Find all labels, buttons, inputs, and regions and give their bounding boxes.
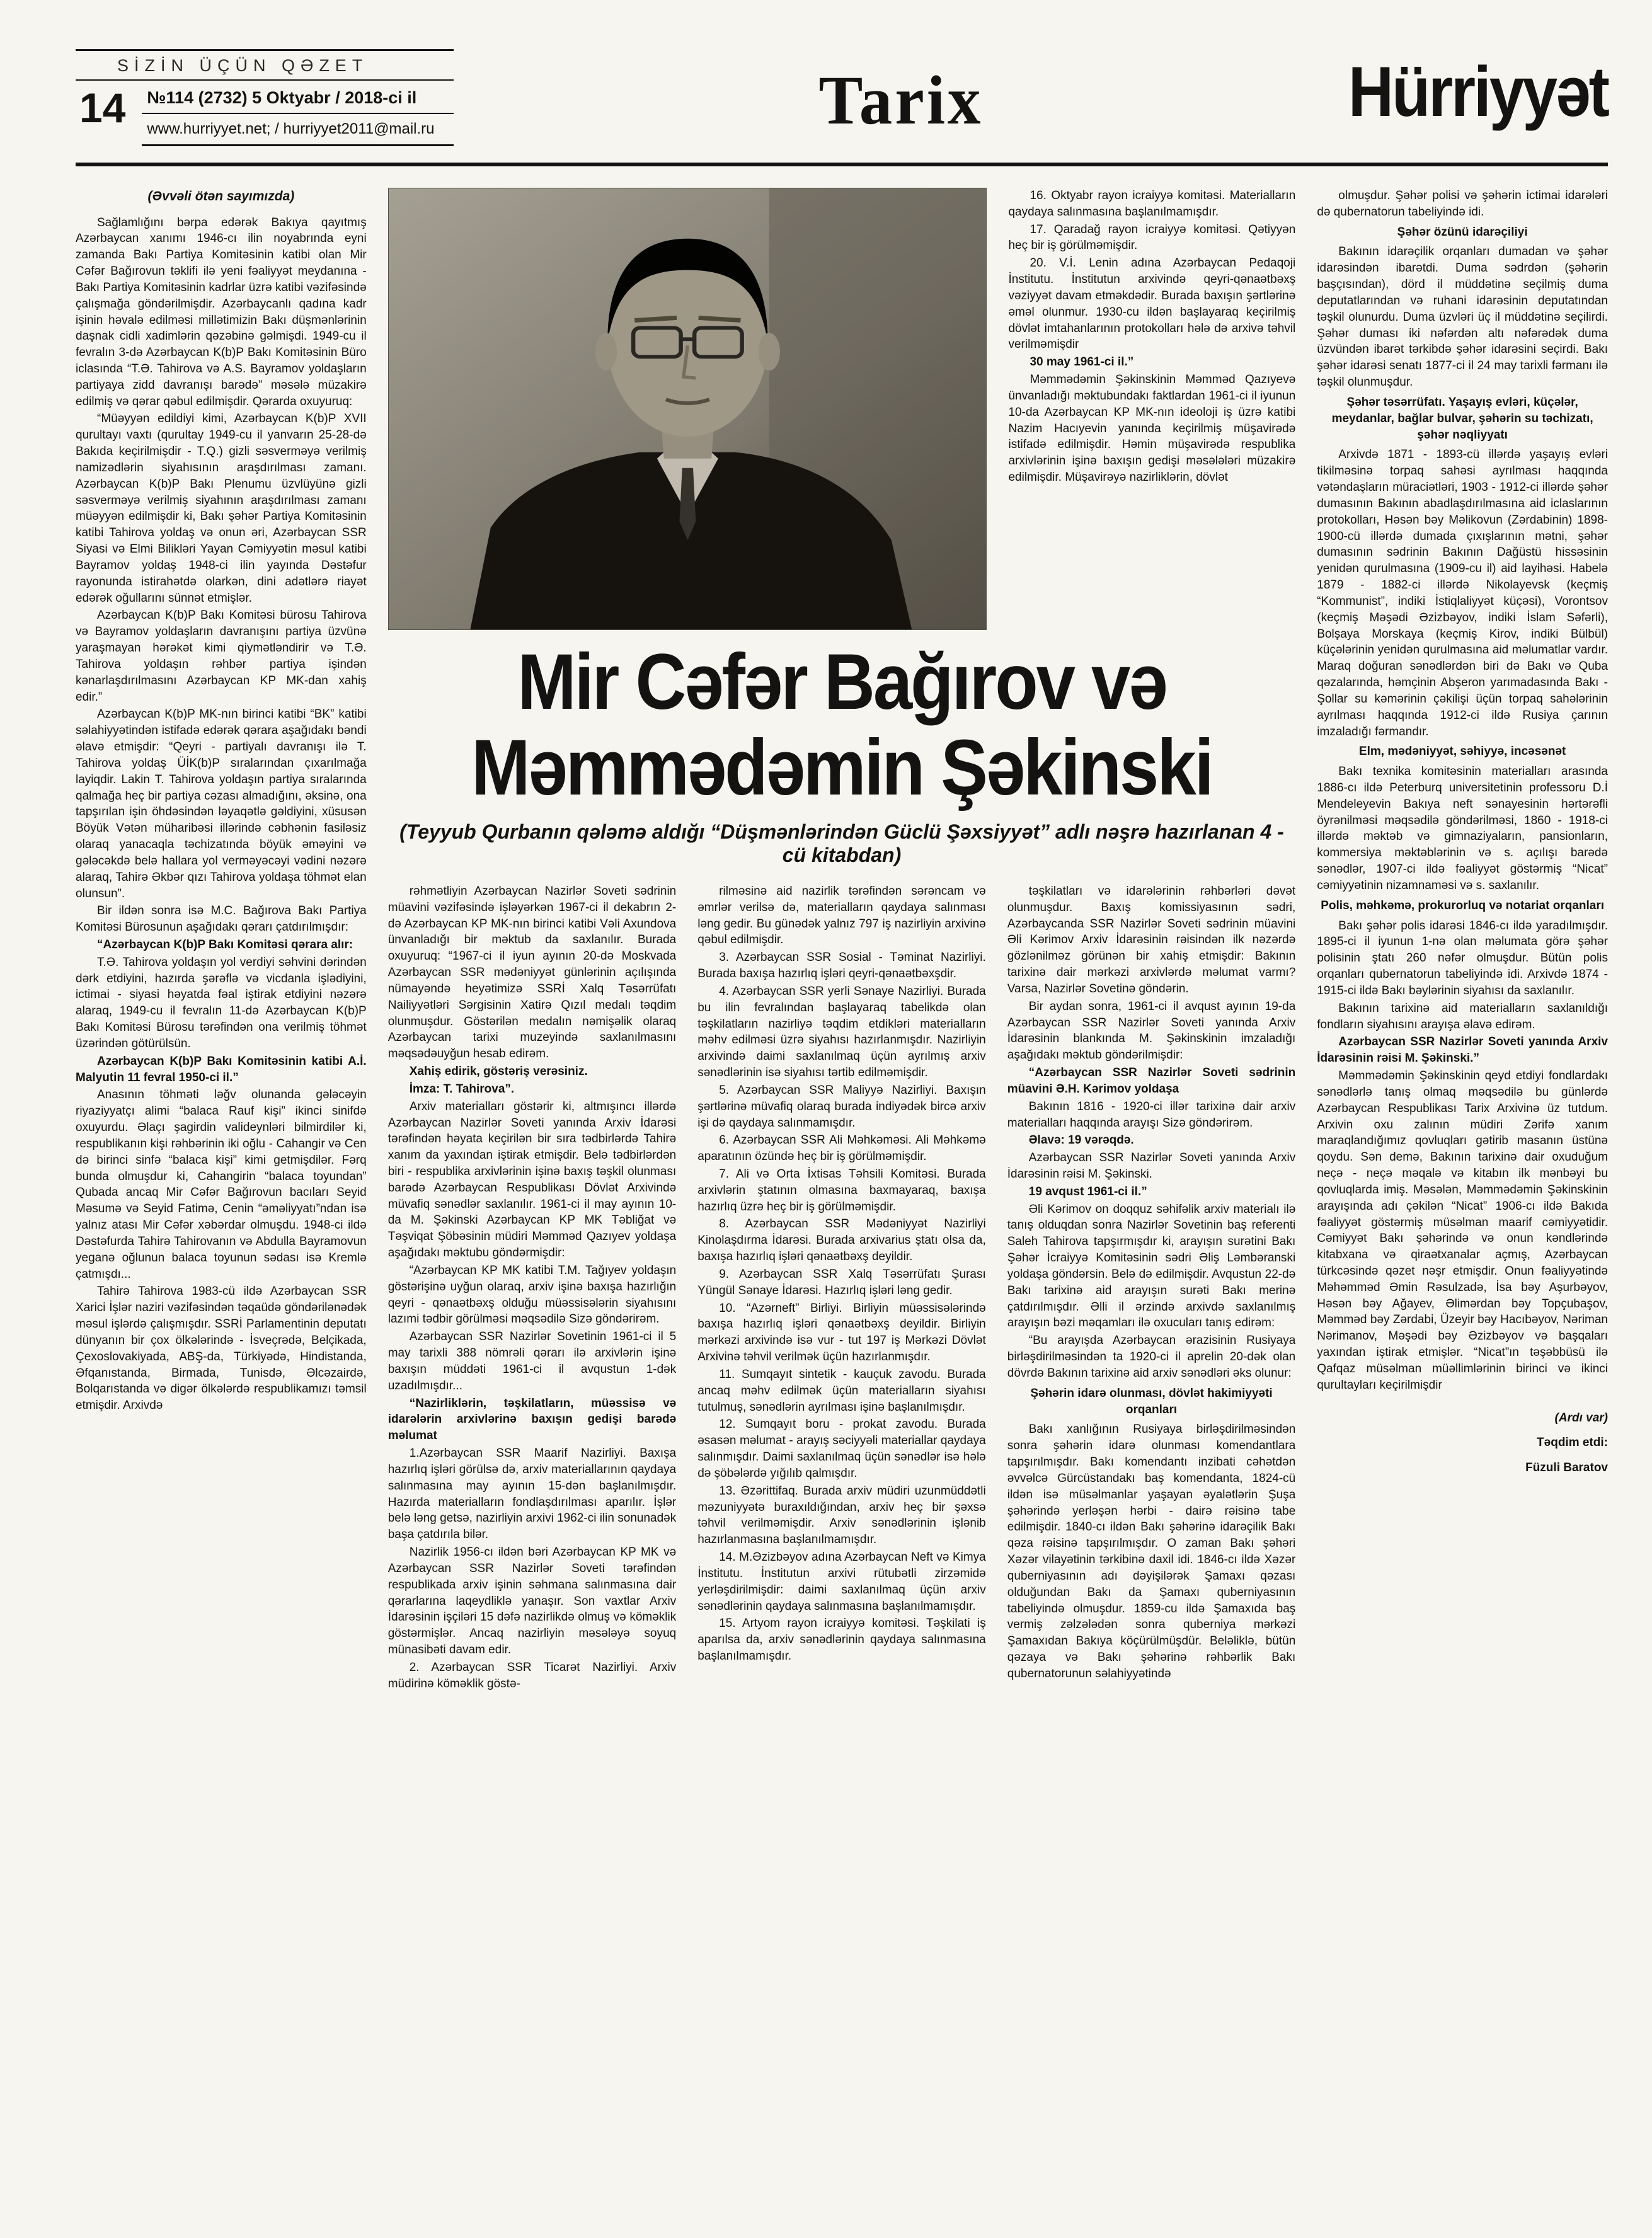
article-paragraph: rəhmətliyin Azərbaycan Nazirlər Soveti sədrinin müavini vəzifəsində işləyərkən 1967-ci il dekabrın 2-də Azərbaycan KP MK-nın birinci katibi Vəli Axundova ünvanladığı bir məktub da saxlanılır. Burada oxuyuruq: “1967-ci il iyun ayının 20-də Moskvada Azərbaycan SSR mədəniyyət günlərinin açılışında nümayəndə heyətimizə SSRİ Xalq Təsərrüfatı Nailiyyətləri Sərgisinin Xatirə Qızıl medalı təqdim olunmuşdur. Göstərilən medalın nəmişəlik olaraq Azərbaycan tarixi muzeyində saxlanılmasını məqsədəuyğun hesab edirəm. — [387, 884, 677, 1061]
article-paragraph: Xahiş edirik, göstəriş verəsiniz. — [409, 1065, 588, 1079]
article-paragraph: Bakı xanlığının Rusiyaya birləşdirilməsindən sonra şəhərin idarə olunması komendantlara tapşırılmışdır. Bakı komendantı inzibati cəhətdən əvvəlcə Gürcüstandakı baş komendanta, 1824-cü ildən isə müsəlmanlar yaşayan əyalətlərin Şuşa şəhərində yerləşən hərbi - dairə rəisinə tabe edilmişdir. 1840-cı ildən Bakı şəhərinə idarəçilik Bakı qəza rəisinə tapşırılmışdır. O zaman Bakı şəhəri Xəzər vilayətinin tərkibinə daxil idi. 1846-cı ildə Xəzər quberniyasının adı dəyişilərək Şamaxı qəzası olduğundan Bakı da Şamaxı quberniyasının tabeliyində olmuşdur. 1859-cu ildə Şamaxıda baş vermiş zəlzələdən sonra quberniya mərkəzi Şamaxıdan Bakıya köçürülmüşdür. Beləliklə, bütün qəzaya və Bakı şəhərinə rəhbərlik Bakı qubernatorunun səlahiyyətində — [1007, 1423, 1296, 1680]
article-headline — [388, 640, 1296, 810]
feature-block — [388, 188, 1296, 2135]
article-paragraph: Şəhər özünü idarəçiliyi — [1397, 225, 1528, 239]
article-paragraph: 3. Azərbaycan SSR Sosial - Təminat Nazirliyi. Burada baxışa hazırlıq işləri qeyri-qənaətbəxşdir. — [697, 951, 986, 981]
article-paragraph: Füzuli Baratov — [1525, 1461, 1608, 1475]
article-paragraph: 4. Azərbaycan SSR yerli Sənaye Nazirliyi. Burada bu ilin fevralından başlayaraq tabelikdə olan təşkilatların nazirliyə təqdim etdikləri materialların məhv edilməsi üzrə siyahısı hazırlanmışdır. Nazirliyin arxivində daimi saxlanılmaq üçün ayrılmış arxiv sənədlərinin isə siyahısı tərtib edilməmişdir. — [697, 984, 986, 1080]
article-paragraph: 19 avqust 1961-ci il.” — [1028, 1185, 1147, 1198]
article-paragraph: “Azərbaycan KP MK katibi T.M. Tağıyev yoldaşın göstərişinə uyğun olaraq, arxiv işinə baxışa hazırlığın qeyri - qənaətbəxş olduğu müəssisələrin siyahısını lazımi tədbir görülməsi məqsədilə Sizə göndərirəm. — [387, 1263, 677, 1326]
article-paragraph: Azərbaycan SSR Nazirlər Soveti yanında Arxiv İdarəsinin rəisi M. Şəkinski.” — [1317, 1035, 1608, 1065]
article-paragraph: (Ardı var) — [1554, 1411, 1608, 1425]
article-paragraph: 8. Azərbaycan SSR Mədəniyyət Nazirliyi Kinolaşdırma İdarəsi. Burada arxivarius ştatı olsa da, baxışa hazırlıq işləri qənaətbəxş deyildir. — [697, 1217, 986, 1264]
article-paragraph: Azərbaycan K(b)P MK-nın birinci katibi “BK” katibi səlahiyyətindən istifadə edərək qərara aşağıdakı bəndi əlavə etmişdir: “Qeyri - partiyalı davranışı ilə T. Tahirova yoldaş ÜİK(b)P sıralarından çıxarılmağa layiqdir. Lakin T. Tahirova yoldaşın partiya sıralarında qalmağa heç bir partiya cəzası almadığını, əksinə, ona tapşırılan işin öhdəsindən ləyaqətlə gəldiyini, xüsusən Böyük Vətən müharibəsi illərində cəbhənin fasiləsiz olaraq yanacaqla təchizatında böyük əməyini və gələcəkdə belə hallara yol verməyəcəyi vədini nəzərə alaraq, Tahirə Əkbər qızı Tahirova yoldaşa töhmət elan olunsun”. — [76, 708, 367, 900]
website-email: www.hurriyyet.net; / hurriyyet2011@mail.ru — [142, 114, 454, 146]
article-paragraph: Əlavə: 19 vərəqdə. — [1028, 1133, 1134, 1147]
article-paragraph: Təqdim etdi: — [1537, 1436, 1608, 1450]
article-paragraph: Məmmədəmin Şəkinskinin qeyd etdiyi fondlardakı sənədlərlə tanış olmaq məqsədilə bu günlərdə Azərbaycan Respublikası Tarix Arxivinə üz tutdum. Arxivin oxu zalının müdiri Zərifə xanım maraqlandığımız qovluqları gətirib masanın üstünə qoydu. Sən demə, Bakının tarixinə dair oxuduğum neçə - neçə məqalə və kitabın ilk mənbəyi bu qovluqlarda imiş. Məsələn, Məmmədəmin Şəkinskinin arayışında adı çəkilən “Nicat” 1906-cı ildə Bakıda fəaliyyət göstərmiş müsəlman maarif cəmiyyətidir. Cəmiyyət Bakı şəhərində və onun kəndlərində kitabxana və qiraətxanalar açmış, Azərbaycan türkcəsində qəzet nəşr etmişdir. Onun fəaliyyətində Məhəmməd Əmin Rəsulzadə, İsa bəy Aşurbəyov, Həsən bəy Ağayev, Əlimərdan bəy Topçubaşov, Məmməd bəy Zərdabi, Üzeyir bəy Hacıbəyov, Nəriman Nərimanov, Məşədi bəy Əzizbəyov və başqaları yaxından iştirak etmişlər. “Nicat”ın təşəbbüsü ilə Qafqaz müsəlman müəllimlərinin birinci və ikinci qurultayları keçirilmişdir — [1317, 1069, 1608, 1392]
newspaper-brand: Hürriyyət — [1348, 52, 1608, 132]
article-subtitle: (Teyyub Qurbanın qələmə aldığı “Düşmənlərindən Güclü Şəxsiyyət” adlı nəşrə hazırlanan 4 - cü kitabdan) — [399, 820, 1284, 866]
article-paragraph: təşkilatları və idarələrinin rəhbərləri dəvət olunmuşdur. Baxış komissiyasının sədri, Azərbaycanda SSR Nazirlər Soveti sədrinin müavini Əli Kərimov Arxiv İdarəsinin rəisindən ilk nəzərdə gözlənilməz görünən bir xahiş etmişdir: Bakının tarixinə dair mərkəzi arxivlərdə məlumat varmı? Varsa, Nazirlər Sovetinə göndərin. — [1007, 884, 1296, 996]
article-paragraph: Bakı texnika komitəsinin materialları arasında 1886-cı ildə Peterburq universitetinin professoru D.İ Mendeleyevin Bakıya neft sənayesinin hərtərəfli öyrənilməsi məqsədilə göndərilməsi, 1860 - 1918-ci illərdə məktəb və gimnaziyaların, pansionların, kommersiya məktəblərinin və s. açılışı barədə sənədlər, 1907-ci ildə fəaliyyət göstərmiş “Nicat” cəmiyyətinin nizamnaməsi və s. saxlanılır. — [1317, 765, 1608, 892]
article-paragraph: T.Ə. Tahirova yoldaşın yol verdiyi səhvini dərindən dərk etdiyini, hazırda şərəflə və vicdanla işlədiyini, ictimai - siyasi həyatda fəal iştirak etdiyini nəzərə alaraq, 1949-cu il fevralın 11-də Azərbaycan K(b)P Bakı Komitəsi Bürosu tərəfindən ona verilmiş töhmət üzərindən götürülsün. — [76, 955, 367, 1050]
issue-info: №114 (2732) 5 Oktyabr / 2018-ci il — [142, 81, 454, 114]
article-paragraph: Bir ildən sonra isə M.C. Bağırova Bakı Partiya Komitəsi Bürosunun aşağıdakı qərarı çatdırılmışdır: — [76, 904, 367, 934]
article-paragraph: 5. Azərbaycan SSR Maliyyə Nazirliyi. Baxışın şərtlərinə müvafiq olaraq burada indiyədək bircə arxiv işi də qaydaya salınmamışdır. — [697, 1083, 986, 1130]
article-paragraph: Nazirlik 1956-cı ildən bəri Azərbaycan KP MK və Azərbaycan SSR Nazirlər Soveti tərəfindən respublikada arxiv işinin səhmana salınmasına dair qərarlarına laqeydliklə yanaşır. Son vaxtlar Arxiv İdarəsinin işçiləri 15 dəfə nazirlikdə olmuş və köməklik göstərmişlər. Ancaq nazirliyin məsələyə soyuq münasibəti davam edir. — [387, 1546, 677, 1656]
article-paragraph: Əli Kərimov on doqquz səhifəlik arxiv materialı ilə tanış olduqdan sonra Nazirlər Sovetinin baş referenti Saleh Tahirova tapşırmışdır ki, arayışın surətini Bakı Şəhər İcraiyyə Komitəsinin sədri Əliş Ləmbəranski yoldaşa göndərsin. Belə də edilmişdir. Avqustun 22-də Bakı tarixinə aid arayışın surəti Bakı merinə çatdırılmışdır. Əlli il ərzində arxivdə saxlanılmış arayışın bəzi məqamları ilə oxucuları tanış edirəm: — [1007, 1202, 1296, 1330]
article-paragraph: olmuşdur. Şəhər polisi və şəhərin ictimai idarələri də qubernatorun tabeliyində idi. — [1317, 189, 1608, 219]
headline-line-2: Məmmədəmin Şəkinski — [471, 723, 1212, 812]
article-paragraph: 16. Oktyabr rayon icraiyyə komitəsi. Materialların qaydaya salınmasına başlanılmamışdır. — [1008, 189, 1296, 219]
text-column-4-upper — [1008, 188, 1295, 630]
article-paragraph: Polis, məhkəmə, prokurorluq və notariat orqanları — [1321, 898, 1605, 912]
article-paragraph: 13. Əzərittifaq. Burada arxiv müdiri uzunmüddətli məzuniyyətə buraxıldığından, arxiv heç bir şəxsə təhvil verilməmişdir. Arxiv sənədlərinin işlənib hazırlanmasına başlanılmamışdır. — [697, 1484, 986, 1547]
section-title: Tarix — [818, 61, 984, 139]
article-paragraph: 12. Sumqayıt boru - prokat zavodu. Burada əsasən məlumat - arayış səciyyəli materiallar qaydaya salınmışdır. Daimi saxlanılmaq üçün sənədlər isə hələ də şöbələrdə yığılıb qalmışdır. — [697, 1418, 986, 1480]
article-paragraph: Azərbaycan K(b)P Bakı Komitəsinin katibi A.İ. Malyutin 11 fevral 1950-ci il.” — [76, 1054, 367, 1084]
article-paragraph: “Müəyyən edildiyi kimi, Azərbaycan K(b)P XVII qurultayı vaxtı (qurultay 1949-cu il yanvarın 25-28-də Bakıda keçirilmişdir - T.Q.) gizli səsverməyə verilmiş namizədlərin siyahısının araşdırılması zamanı. Azərbaycan K(b)P Bakı Plenumu üzvlüyünə gizli səsverməyə verilmiş siyahının araşdırılması zamanı müəyyən edilmişdir ki, Bakı şəhər Partiya Komitəsinin katibi Tahirova yoldaş və onun əri, Azərbaycan SSR Siyasi və Elmi Bilikləri Yayan Cəmiyyətin məsul katibi Bayramov yoldaş 1948-ci ilin yayında Dəstəfur rayonunda istirahətdə olarkən, dini adətlərə riayət edərək oğullarını sünnət etmişlər. — [76, 412, 367, 605]
article-paragraph: 2. Azərbaycan SSR Ticarət Nazirliyi. Arxiv müdirinə köməklik göstə- — [387, 1660, 677, 1690]
article-paragraph: “Azərbaycan SSR Nazirlər Soveti sədrinin müavini Ə.H. Kərimov yoldaşa — [1007, 1066, 1296, 1096]
article-paragraph: rilməsinə aid nazirlik tərəfindən sərəncam və əmrlər verilsə də, materialların qaydaya salınması ləng gedir. Bu günədək yalnız 797 iş nazirliyin arxivinə qəbul edilmişdir. — [697, 884, 986, 947]
article-paragraph: Məmmədəmin Şəkinskinin Məmməd Qazıyevə ünvanladığı məktubundakı faktlardan 1961-ci il iyunun 10-da Azərbaycan KP MK-nın ideoloji iş üzrə katibi Nazim Hacıyevin yanında keçirilmiş müşavirədə istifadə edilmişdir. Həmin müşavirədə respublika arxivlərinin işinə baxışın gedişi məsələləri müzakirə edilmişdir. Müşavirəyə nazirliklərin, dövlət — [1008, 373, 1296, 485]
article-paragraph: “Nazirliklərin, təşkilatların, müəssisə və idarələrin arxivlərinə baxışın gedişi barədə məlumat — [387, 1396, 677, 1443]
article-paragraph: Bakının tarixinə aid materialların saxlanıldığı fondların siyahısını arayışa əlavə edirəm. — [1317, 1001, 1608, 1031]
masthead — [76, 49, 1608, 166]
page-number: 14 — [79, 84, 126, 131]
article-paragraph: 7. Ali və Orta İxtisas Təhsili Komitəsi. Burada arxivlərin ştatının olmasına baxmayaraq, baxışa hazırlıq üzrə heç bir iş görülməmişdir. — [697, 1167, 986, 1214]
article-paragraph: Arxiv materialları göstərir ki, altmışıncı illərdə Azərbaycan Nazirlər Soveti yanında Arxiv İdarəsi tərəfindən həyata keçirilən bir sıra tədbirlərdə Tahirə xanım da yaxından iştirak etmişdir. Belə tədbirlərdən biri - respublika arxivlərinin işinə baxış təşkil olunması barədə Azərbaycan Respublikası Dövlət Arxivində müvafiq sənədlər saxlanılır. 1961-ci il may ayının 10-da M. Şəkinski Azərbaycan KP MK Təbliğat və Təşviqat Şöbəsinin müdiri Məmməd Qazıyev yoldaşa aşağıdakı məktubu göndərmişdir: — [387, 1099, 677, 1260]
article-paragraph: 30 may 1961-ci il.” — [1030, 355, 1134, 369]
article-paragraph: “Bu arayışda Azərbaycan ərazisinin Rusiyaya birləşdirilməsindən ta 1920-ci il aprelin 20-dək olan dövrdə Bakının tarixinə aid arxiv sənədləri əks olunur: — [1007, 1334, 1296, 1380]
article-paragraph: Bakının 1816 - 1920-ci illər tarixinə dair arxiv materialları haqqında arayışı Sizə göndərirəm. — [1007, 1099, 1296, 1130]
article-paragraph: Azərbaycan SSR Nazirlər Sovetinin 1961-ci il 5 may tarixli 388 nömrəli qərarı ilə arxivlərin işinə baxışın müddəti 1961-ci il avqustun 1-dək uzadılmışdır... — [387, 1330, 677, 1392]
article-paragraph: Bakı şəhər polis idarəsi 1846-cı ildə yaradılmışdır. 1895-ci il iyunun 1-nə olan məlumata görə şəhər polisinin ştatı 260 nəfər olmuşdur. Bütün polis orqanları qubernatorun tabeliyində idi. Arxivdə 1874 - 1915-ci ildə Bakı bəylərinin siyahısı da saxlanılır. — [1317, 919, 1608, 997]
text-column-5 — [1317, 188, 1608, 2135]
article-paragraph: 6. Azərbaycan SSR Ali Məhkəməsi. Ali Məhkəmə aparatının özündə heç bir iş görülməmişdir. — [697, 1133, 986, 1164]
article-paragraph: 20. V.İ. Lenin adına Azərbaycan Pedaqoji İnstitutu. İnstitutun arxivində qeyri-qənaətbəxş vəziyyət davam etməkdədir. Burada baxışın şərtlərinə əməl olunmur. 1930-cu ildən başlayaraq keçirilmiş dövlət imtahanlarının protokolları hələ də arxivə təhvil verilməmişdir — [1008, 256, 1296, 352]
article-paragraph: Elm, mədəniyyət, səhiyyə, incəsənət — [1358, 745, 1566, 759]
article-paragraph: Anasının töhməti ləğv olunanda gələcəyin riyaziyyatçı alimi “balaca Rauf kişi” ikinci sinifdə oxuyurdu. Əlaçı şagirdin valideynləri bilmirdilər ki, respublikanın kişi rəhbərinin iki oğlu - Cahangir və Cen də birinci sinfə “balaca kişi” kimi getmişdilər. Fərq bunda olmuşdur ki, Cahangirin “balaca toyundan” Qubada ancaq Mir Cəfər Bağırovun bacıları Seyid Məsumə və Seyid Fatimə, Cenin “əməliyyatı”ndan isə yalnız atası Mir Cəfər xəbərdar olmuşdu. 1948-ci ildə Dəstəfurda Tahirə Tahirovanın və Abdulla Bayramovun yeganə oğlunun balaca toyunun sədası isə Kremlə çatmışdı... — [76, 1088, 367, 1281]
text-column-3 — [697, 883, 986, 2135]
article-paragraph: 17. Qaradağ rayon icraiyyə komitəsi. Qətiyyən heç bir iş görülməmişdir. — [1008, 222, 1296, 253]
article-paragraph: İmza: T. Tahirova”. — [409, 1082, 515, 1096]
article-paragraph: 1.Azərbaycan SSR Maarif Nazirliyi. Baxışa hazırlıq işləri görülsə də, arxiv materiallarının qaydaya salınmasına may ayının 15-dən başlanılmışdır. Hazırda materialların fondlaşdırılması aparılır. İşlər belə ləng getsə, nazirliyin arxivi 1962-ci ilin sonunadək başa çatdırıla bilər. — [387, 1447, 677, 1542]
article-paragraph: “Azərbaycan K(b)P Bakı Komitəsi qərara alır: — [97, 938, 353, 951]
article-paragraph: 14. M.Əzizbəyov adına Azərbaycan Neft və Kimya İnstitutu. İnstitutun arxivi rütubətli zirzəmidə yerləşdirilmişdir: daimi saxlanılmaq üçün arxiv sənədlərinin qaydaya salınmasına başlanılmamışdır. — [697, 1551, 986, 1613]
text-column-2 — [388, 883, 677, 2135]
article-paragraph: Arxivdə 1871 - 1893-cü illərdə yaşayış evləri tikilməsinə torpaq sahəsi ayrılması haqqında vətəndaşların müraciətləri, 1903 - 1912-ci illərdə şəhər dumasının Bakının abadlaşdırılmasına aid iclaslarının protokolları, Həsən bəy Məlikovun (Zərdabinin) 1898-1900-cü illərdə dumada çıxışlarının mətni, şəhər dumasının sədrinin Bakının Dağüstü hissəsinin yenidən qurulmasına (1909-cu il) aid layihəsi. Habelə 1879 - 1882-ci illərdə Nikolayevsk (keçmiş “Kommunist”, indiki İstiqlaliyyət küçəsi), Vorontsov (keçmiş Məşədi Əzizbəyov, indiki İslam Səfərli), Bolşaya Morskaya (keçmiş Kirov, indiki Bülbül) küçələrinin yenidən qurulmasına aid məlumatlar vardır. Maraq doğuran sənədlərdən biri də Bakı və Quba qəzalarında, həmçinin Abşeron yarımadasında Bakı - Şollar su kəmərinin çəkilişi üçün torpaq sahələrinin ayrılması haqqında 1912-ci ildə Rusiya çarının imzaladığı fərmandır. — [1317, 448, 1608, 738]
portrait-photo-graphic — [389, 188, 987, 629]
article-paragraph: 11. Sumqayıt sintetik - kauçuk zavodu. Burada ancaq məhv edilmək üçün materialların siyahısı tutulmuş, sənədlərin ayrılması işinə başlanılmışdır. — [697, 1367, 986, 1414]
newspaper-tagline: SİZİN ÜÇÜN QƏZET — [76, 51, 454, 81]
headline-line-1: Mir Cəfər Bağırov və — [517, 638, 1166, 726]
article-paragraph: 9. Azərbaycan SSR Xalq Təsərrüfatı Şurası Yüngül Sənaye İdarəsi. Hazırlıq işləri ləng gedir. — [697, 1267, 986, 1297]
article-paragraph: Şəhərin idarə olunması, dövlət hakimiyyəti orqanları — [1030, 1386, 1273, 1416]
article-paragraph: Azərbaycan SSR Nazirlər Soveti yanında Arxiv İdarəsinin rəisi M. Şəkinski. — [1007, 1151, 1296, 1181]
article-paragraph: Bakının idarəçilik orqanları dumadan və şəhər idarəsindən ibarətdi. Duma sədrdən (şəhərin başçısından), dörd il müddətinə seçilmiş duma deputatlarından və ruhani idarəsinin deputatından təşkil olunurdu. Duma üzvləri üç il müddətinə seçilirdi. Şəhər duması iki nəfərdən altı nəfərədək duma üzvündən ibarət tərkibdə şəhər idarəsini seçirdi. Bakı şəhər idarəsi senatı 1877-ci il 24 may tarixli fərmanı ilə təşkil olunmuşdur. — [1317, 245, 1608, 389]
article-paragraph: 10. “Azərneft” Birliyi. Birliyin müəssisələrində baxışa hazırlıq işləri qənaətbəxş deyildir. Birliyin mərkəzi arxivində isə vur - tut 197 iş Mərkəzi Dövlət Arxivinə təhvil verilmək üçün hazırlanmışdır. — [697, 1301, 986, 1364]
article-paragraph: Sağlamlığını bərpa edərək Bakıya qayıtmış Azərbaycan xanımı 1946-cı ilin noyabrında eyni zamanda Bakı Partiya Komitəsinin katibi olan Mir Cəfər Bağırovun təklifi ilə yeni fəaliyyət meydanına - Bakı Partiya Komitəsinin kadrlar üzrə katibi vəzifəsində çalışmağa göndərilmişdir. Azərbaycanlı qadına kadr işinin həvalə edilməsi millətimizin Bakı düşmənlərinin daşnak cidli xadimlərin qəzəbinə gəlmişdi. 1949-cu il fevralın 3-də Azərbaycan K(b)P Bakı Komitəsinin Büro iclasında “T.Ə. Tahirova və A.S. Bayramov yoldaşların partiyaya zidd davranışı barədə” məsələ müzakirə edilmiş və qərar qəbul edilmişdir. Qərarda oxuyuruq: — [76, 215, 367, 408]
article-paragraph: Şəhər təsərrüfatı. Yaşayış evləri, küçələr, meydanlar, bağlar bulvar, şəhərin su təchizatı, şəhər nəqliyyatı — [1331, 395, 1593, 442]
article-paragraph: (Əvvəli ötən sayımızda) — [147, 189, 295, 204]
article-paragraph: Tahirə Tahirova 1983-cü ildə Azərbaycan SSR Xarici İşlər naziri vəzifəsindən təqaüdə göndərilənədək məsul işlərdə çalışmışdır. SSRİ Parlamentinin deputatı dünyanın bir çox ölkələrində - İsveçrədə, Belçikada, Çexoslovakiyada, ABŞ-da, Türkiyədə, Hindistanda, Əfqanıstanda, Birmada, Tunisdə, Əlcəzairdə, Bolqarıstanda və digər ölkələrdə respublikamızı təmsil etmişdir. Arxivdə — [76, 1285, 367, 1413]
article-paragraph: Azərbaycan K(b)P Bakı Komitəsi bürosu Tahirova və Bayramov yoldaşların davranışını partiya üzvünə yaraşmayan hərəkət kimi qiymətləndirir və T.Ə. Tahirova yoldaşın rəhbər partiya işindən kənarlaşdırılmasını Azərbaycan KP MK-dan xahiş edir.” — [76, 609, 367, 704]
article-paragraph: 15. Artyom rayon icraiyyə komitəsi. Təşkilati iş aparılsa da, arxiv sənədlərinin qaydaya salınmasına başlanılmamışdır. — [697, 1617, 986, 1663]
article-body — [76, 188, 1608, 2135]
text-column-1 — [76, 188, 367, 2135]
portrait-photo — [388, 188, 987, 630]
text-column-4-lower — [1007, 883, 1296, 2135]
masthead-info-box — [76, 49, 454, 146]
article-paragraph: Bir aydan sonra, 1961-ci il avqust ayının 19-da Azərbaycan SSR Nazirlər Soveti yanında Arxiv İdarəsinin blankında M. Şəkinskinin imzaladığı aşağıdakı məktub göndərilmişdir: — [1007, 999, 1296, 1062]
